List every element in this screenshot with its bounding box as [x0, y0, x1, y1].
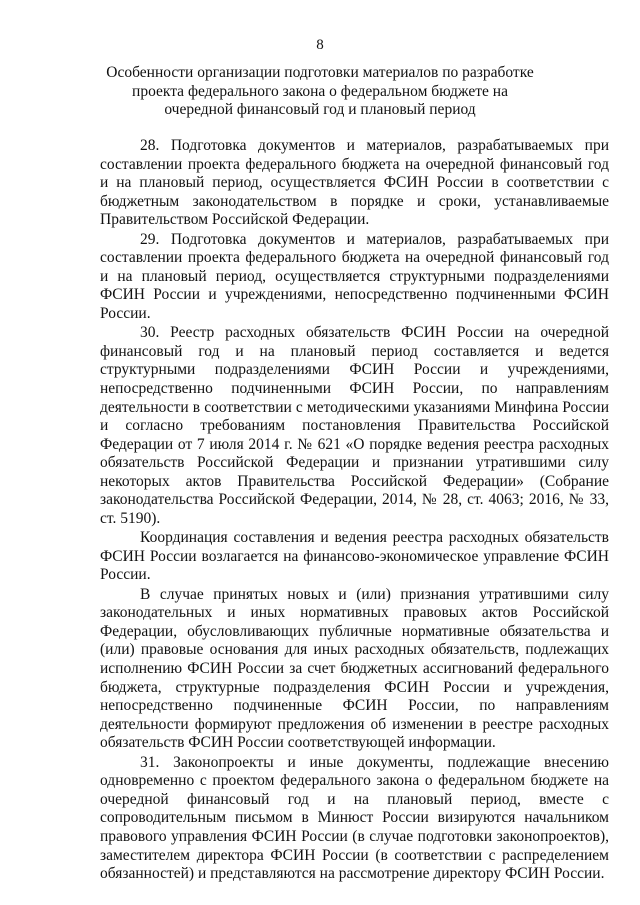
document-body — [100, 137, 609, 884]
page-number: 8 — [316, 37, 324, 53]
section-heading: Особенности организации подготовки материалов по разработке проекта федерального закона о федеральном бюджете на очередной финансовый год и плановый период — [106, 64, 534, 118]
paragraph-30: 30. Реестр расходных обязательств ФСИН России на очередной финансовый год и на плановый период составляется и ведется структурными подразделениями ФСИН России и учреждениями, непосредственно подчиненными ФСИН России, по направлениям деятельности в соответствии с методическими указаниями Минфина России и согласно требованиям постановления Правительства Российской Федерации от 7 июля 2014 г. № 621 «О порядке ведения реестра расходных обязательств Российской Федерации и признании утратившими силу некоторых актов Правительства Российской Федерации» (Собрание законодательства Российской Федерации, 2014, № 28, ст. 4063; 2016, № 33, ст. 5190). — [100, 324, 609, 528]
paragraph-28: 28. Подготовка документов и материалов, разрабатываемых при составлении проекта федерального бюджета на очередной финансовый год и на плановый период, осуществляется ФСИН России в соответствии с бюджетным законодательством в порядке и сроки, устанавливаемые Правительством Российской Федерации. — [100, 137, 609, 229]
paragraph-31: 31. Законопроекты и иные документы, подлежащие внесению одновременно с проектом федерального закона о федеральном бюджете на очередной финансовый год и на плановый период, вместе с сопроводительным письмом в Минюст России визируются начальником правового управления ФСИН России (в случае подготовки законопроектов), заместителем директора ФСИН России (в соответствии с распределением обязанностей) и представляются на рассмотрение директору ФСИН России. — [100, 753, 609, 883]
paragraph-29: 29. Подготовка документов и материалов, разрабатываемых при составлении проекта федерального бюджета на очередной финансовый год и на плановый период, осуществляется структурными подразделениями ФСИН России и учреждениями, непосредственно подчиненными ФСИН России. — [100, 230, 609, 322]
paragraph-30-coordination: Координация составления и ведения реестра расходных обязательств ФСИН России возлагается на финансово-экономическое управление ФСИН России. — [100, 529, 609, 584]
paragraph-30-changes: В случае принятых новых и (или) признания утратившими силу законодательных и иных нормативных правовых актов Российской Федерации, обусловливающих публичные нормативные обязательства и (или) правовые основания для иных расходных обязательств, подлежащих исполнению ФСИН России за счет бюджетных ассигнований федерального бюджета, структурные подразделения ФСИН России и учреждения, непосредственно подчиненные ФСИН России, по направлениям деятельности формируют предложения об изменении в реестре расходных обязательств ФСИН России соответствующей информации. — [100, 585, 609, 752]
